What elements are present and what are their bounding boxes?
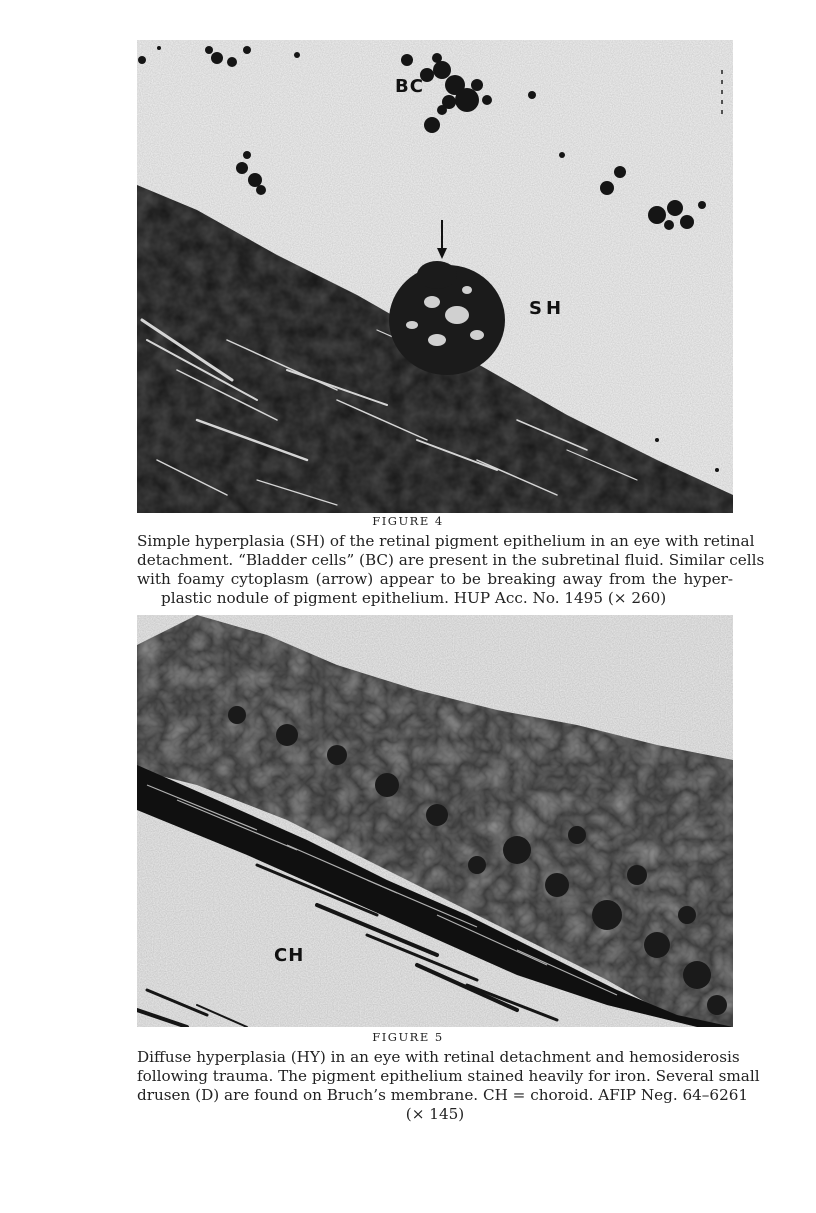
sh-label: SH (529, 298, 566, 319)
figure-5-caption-line: Diffuse hyperplasia (HY) in an eye with retinal detachment and hemosiderosis (137, 1048, 740, 1066)
figure-5-caption (137, 1048, 760, 1124)
figure-5-caption-line: drusen (D) are found on Bruch’s membrane. CH = choroid. AFIP Neg. 64–6261 (137, 1086, 749, 1104)
figure-5-label: FIGURE 5 (372, 1030, 444, 1044)
ch-label: CH (274, 945, 305, 966)
figure-5-caption-line: (× 145) (405, 1105, 465, 1123)
figure-4-label: FIGURE 4 (372, 514, 444, 528)
figure-5-micrograph (137, 615, 733, 1027)
figure-4-image (137, 40, 733, 513)
figure-4-micrograph (137, 40, 733, 513)
bc-label: BC (395, 76, 424, 97)
figure-4-caption-line: Simple hyperplasia (SH) of the retinal pigment epithelium in an eye with retinal (137, 532, 755, 550)
figure-4-caption-line: with foamy cytoplasm (arrow) appear to be breaking away from the hyper- (137, 570, 733, 588)
figure-4-caption-line: detachment. “Bladder cells” (BC) are present in the subretinal fluid. Similar cells (137, 551, 765, 569)
figure-5-caption-line: following trauma. The pigment epithelium stained heavily for iron. Several small (137, 1067, 760, 1085)
figure-4-caption (137, 532, 765, 608)
figure-4-caption-line: plastic nodule of pigment epithelium. HUP Acc. No. 1495 (× 260) (161, 589, 667, 607)
figure-5-image (137, 615, 733, 1027)
